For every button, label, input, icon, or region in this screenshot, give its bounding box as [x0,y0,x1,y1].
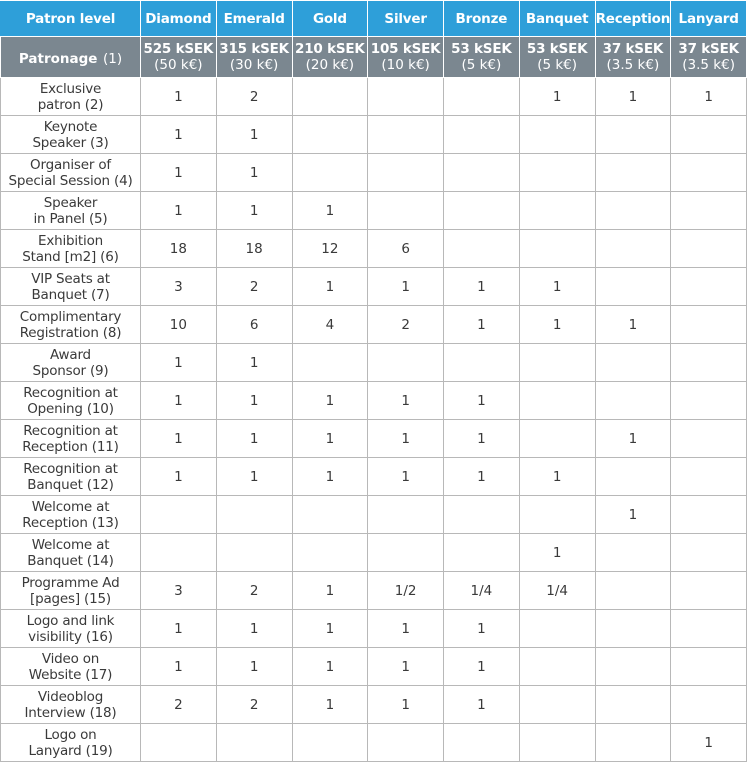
benefit-cell [519,724,595,762]
benefit-label-line: Stand [m2] (6) [22,248,119,265]
benefit-label [1,78,141,116]
benefit-cell: 10 [141,306,217,344]
benefit-cell [519,648,595,686]
benefit-cell: 1 [292,458,368,496]
benefit-label [1,116,141,154]
benefit-cell [216,724,292,762]
benefit-cell [444,534,520,572]
benefit-cell: 1 [444,306,520,344]
benefit-cell [444,344,520,382]
benefit-row [1,572,747,610]
benefit-label [1,230,141,268]
benefit-cell: 1 [671,78,747,116]
price-cell [444,37,520,78]
benefit-label-line: Welcome at [31,536,110,553]
benefit-cell [519,116,595,154]
price-eur: (5 k€) [461,56,502,73]
benefit-label [1,648,141,686]
benefit-row [1,154,747,192]
benefit-label-line: Banquet (12) [27,476,114,493]
benefit-row [1,534,747,572]
level-header-silver: Silver [368,1,444,37]
benefit-cell [444,724,520,762]
benefit-cell [216,496,292,534]
benefit-cell [595,724,671,762]
benefit-cell [141,724,217,762]
benefit-cell [292,496,368,534]
benefit-cell: 1 [444,648,520,686]
benefit-cell [519,154,595,192]
benefit-cell [671,648,747,686]
benefit-cell [444,230,520,268]
benefit-label-line: Registration (8) [19,324,122,341]
benefit-row [1,648,747,686]
benefit-cell [444,192,520,230]
price-eur: (30 k€) [229,56,279,73]
price-sek: 210 kSEK [295,40,365,57]
level-header-banquet: Banquet [519,1,595,37]
benefit-row [1,420,747,458]
benefit-cell [519,420,595,458]
benefit-cell: 1 [444,610,520,648]
benefit-cell [595,268,671,306]
benefit-cell [368,496,444,534]
benefit-cell: 2 [216,572,292,610]
benefit-cell: 1 [216,420,292,458]
benefit-cell: 1 [671,724,747,762]
benefit-row [1,306,747,344]
benefit-cell [671,610,747,648]
benefit-cell: 1/4 [519,572,595,610]
price-sek: 53 kSEK [451,40,512,57]
benefit-cell: 1 [216,648,292,686]
patronage-note-number: (1) [103,50,123,67]
benefit-cell: 3 [141,268,217,306]
benefit-cell [595,382,671,420]
benefit-cell: 1 [216,382,292,420]
benefit-cell [141,496,217,534]
benefit-label [1,534,141,572]
benefit-cell: 1 [444,268,520,306]
patronage-label: Patronage [18,50,98,67]
price-cell [519,37,595,78]
benefit-cell: 1 [368,610,444,648]
benefit-label-line: Logo on [44,726,97,743]
benefit-cell [444,116,520,154]
benefit-row [1,116,747,154]
benefit-cell: 1 [519,534,595,572]
level-header-reception: Reception [595,1,671,37]
benefit-cell [519,496,595,534]
benefit-label [1,610,141,648]
benefit-cell [595,572,671,610]
benefit-label-line: Website (17) [28,666,113,683]
benefit-label-line: Exclusive [39,80,102,97]
benefit-cell [519,686,595,724]
benefit-row [1,78,747,116]
benefit-label-line: Banquet (14) [27,552,114,569]
benefit-cell: 3 [141,572,217,610]
benefit-cell: 1 [595,496,671,534]
benefit-cell [595,458,671,496]
benefit-cell [368,154,444,192]
level-header-emerald: Emerald [216,1,292,37]
benefit-label [1,306,141,344]
benefit-cell [595,230,671,268]
benefit-cell: 1 [141,78,217,116]
benefit-label-line: in Panel (5) [33,210,108,227]
benefit-cell [368,344,444,382]
benefit-label [1,458,141,496]
benefits-body [1,78,747,762]
benefit-cell: 1 [141,192,217,230]
benefit-cell: 12 [292,230,368,268]
benefit-cell [595,686,671,724]
level-header-diamond: Diamond [141,1,217,37]
benefit-label-line: Reception (13) [22,514,119,531]
benefit-row [1,382,747,420]
benefit-cell [444,78,520,116]
benefit-cell [292,344,368,382]
benefit-cell [292,724,368,762]
benefit-cell: 18 [216,230,292,268]
benefit-cell: 1 [216,116,292,154]
benefit-cell [595,648,671,686]
benefit-label-line: Recognition at [23,460,118,477]
benefit-cell: 1 [519,78,595,116]
benefit-row [1,344,747,382]
benefit-cell [519,344,595,382]
patronage-label-cell [1,37,141,78]
benefit-label-line: Recognition at [23,384,118,401]
price-cell [595,37,671,78]
benefit-cell [671,686,747,724]
benefit-cell [519,230,595,268]
benefit-label-line: Organiser of [30,156,111,173]
benefit-cell: 1 [292,192,368,230]
benefit-cell [292,116,368,154]
benefit-row [1,610,747,648]
benefit-label [1,344,141,382]
benefit-label-line: Award [50,346,91,363]
benefit-cell: 1 [292,610,368,648]
benefit-row [1,192,747,230]
benefit-cell: 1 [368,420,444,458]
benefit-cell [671,192,747,230]
benefit-cell: 6 [216,306,292,344]
benefit-label [1,154,141,192]
benefit-cell: 1 [292,572,368,610]
price-sek: 37 kSEK [602,40,664,57]
benefit-cell: 2 [141,686,217,724]
benefit-label-line: VIP Seats at [31,270,110,287]
benefit-label-line: Speaker (3) [32,134,109,151]
benefit-cell: 1 [292,268,368,306]
benefit-row [1,496,747,534]
price-eur: (3.5 k€) [606,56,660,73]
benefit-cell: 1 [444,458,520,496]
benefit-label [1,686,141,724]
benefit-label-line: Logo and link [26,612,115,629]
benefit-label-line: Video on [41,650,100,667]
benefit-cell [671,496,747,534]
benefit-label-line: Videoblog [37,688,104,705]
benefit-cell: 1 [368,686,444,724]
patron-level-header: Patron level [1,1,141,37]
benefit-label-line: visibility (16) [28,628,113,645]
patronage-price-row [1,37,747,78]
benefit-cell [444,496,520,534]
price-sek: 315 kSEK [219,40,289,57]
price-eur: (5 k€) [537,56,578,73]
benefit-cell [595,154,671,192]
benefit-label [1,572,141,610]
benefit-label [1,192,141,230]
benefit-cell: 1 [519,268,595,306]
benefit-cell: 1 [519,458,595,496]
benefit-cell: 1 [141,154,217,192]
benefit-cell: 18 [141,230,217,268]
benefit-row [1,268,747,306]
level-header-lanyard: Lanyard [671,1,747,37]
benefit-label-line: Welcome at [31,498,110,515]
benefit-row [1,724,747,762]
price-eur: (10 k€) [381,56,430,73]
benefit-cell: 1 [444,686,520,724]
benefit-cell: 1 [595,306,671,344]
benefit-cell [292,534,368,572]
benefit-cell [368,534,444,572]
benefit-cell [444,154,520,192]
benefit-cell: 1 [292,686,368,724]
benefit-cell [519,192,595,230]
price-sek: 525 kSEK [143,40,214,57]
benefit-label [1,382,141,420]
benefit-cell: 1 [141,610,217,648]
benefit-label [1,724,141,762]
benefit-label-line: Lanyard (19) [28,742,113,759]
benefit-cell [671,420,747,458]
benefit-cell [595,192,671,230]
benefit-cell: 1 [368,268,444,306]
benefit-row [1,230,747,268]
benefit-cell: 1/4 [444,572,520,610]
benefit-cell: 1 [141,382,217,420]
benefit-cell: 1 [519,306,595,344]
benefit-label-line: Recognition at [23,422,118,439]
benefit-cell: 1 [292,648,368,686]
benefit-label [1,420,141,458]
benefit-cell [519,610,595,648]
benefit-cell [141,534,217,572]
benefit-cell [368,116,444,154]
benefit-label [1,268,141,306]
benefit-cell: 1 [444,382,520,420]
benefit-cell: 2 [216,686,292,724]
benefit-cell [595,534,671,572]
benefit-cell: 1 [141,420,217,458]
benefit-cell [671,306,747,344]
benefit-cell [671,268,747,306]
price-sek: 53 kSEK [526,40,588,57]
benefit-cell [595,116,671,154]
benefit-label-line: Interview (18) [24,704,117,721]
benefit-label-line: Programme Ad [21,574,120,591]
benefit-cell [671,230,747,268]
benefit-label-line: Complimentary [19,308,122,325]
price-eur: (50 k€) [154,56,203,73]
benefit-cell [671,344,747,382]
benefit-cell [671,534,747,572]
benefit-row [1,686,747,724]
price-cell [141,37,217,78]
benefit-label [1,496,141,534]
benefit-cell [595,610,671,648]
benefit-cell: 1 [292,382,368,420]
benefit-cell [292,154,368,192]
price-sek: 105 kSEK [370,40,441,57]
benefit-cell [671,154,747,192]
benefit-label-line: Sponsor (9) [32,362,109,379]
benefit-cell: 1 [368,382,444,420]
price-cell [292,37,368,78]
benefit-label-line: Speaker [43,194,98,211]
benefit-label-line: Keynote [43,118,98,135]
benefit-cell [519,382,595,420]
benefit-cell [292,78,368,116]
benefit-label-line: Opening (10) [27,400,114,417]
benefit-cell: 1 [141,458,217,496]
benefit-cell [671,572,747,610]
price-eur: (20 k€) [305,56,355,73]
benefit-cell: 1 [595,78,671,116]
price-eur: (3.5 k€) [682,56,735,73]
benefit-label-line: Reception (11) [22,438,119,455]
benefit-cell: 1 [216,344,292,382]
benefit-cell: 1 [141,648,217,686]
benefit-cell: 4 [292,306,368,344]
benefit-label-line: patron (2) [37,96,104,113]
benefit-label-line: [pages] (15) [30,590,111,607]
price-sek: 37 kSEK [678,40,739,57]
benefit-cell: 1 [368,648,444,686]
level-header-gold: Gold [292,1,368,37]
benefit-row [1,458,747,496]
level-header-bronze: Bronze [444,1,520,37]
benefit-cell [671,116,747,154]
benefit-cell [368,78,444,116]
benefit-cell [671,382,747,420]
benefit-cell [368,192,444,230]
price-cell [368,37,444,78]
benefit-cell: 1 [141,116,217,154]
benefit-label-line: Special Session (4) [8,172,133,189]
price-cell [671,37,747,78]
benefit-cell: 1 [216,458,292,496]
benefit-cell: 2 [368,306,444,344]
benefit-cell: 1 [444,420,520,458]
benefit-cell: 1 [368,458,444,496]
benefit-cell: 6 [368,230,444,268]
benefit-cell [671,458,747,496]
price-cell [216,37,292,78]
benefit-cell: 1 [216,610,292,648]
benefit-cell [368,724,444,762]
benefit-cell: 1 [216,192,292,230]
benefit-cell: 1 [292,420,368,458]
benefit-label-line: Banquet (7) [31,286,110,303]
benefit-cell: 1/2 [368,572,444,610]
benefit-cell [216,534,292,572]
benefit-cell: 1 [595,420,671,458]
benefit-cell: 1 [141,344,217,382]
benefit-cell: 1 [216,154,292,192]
benefit-cell: 2 [216,268,292,306]
benefit-cell [595,344,671,382]
benefit-label-line: Exhibition [37,232,103,249]
header-row [1,1,747,37]
benefit-cell: 2 [216,78,292,116]
